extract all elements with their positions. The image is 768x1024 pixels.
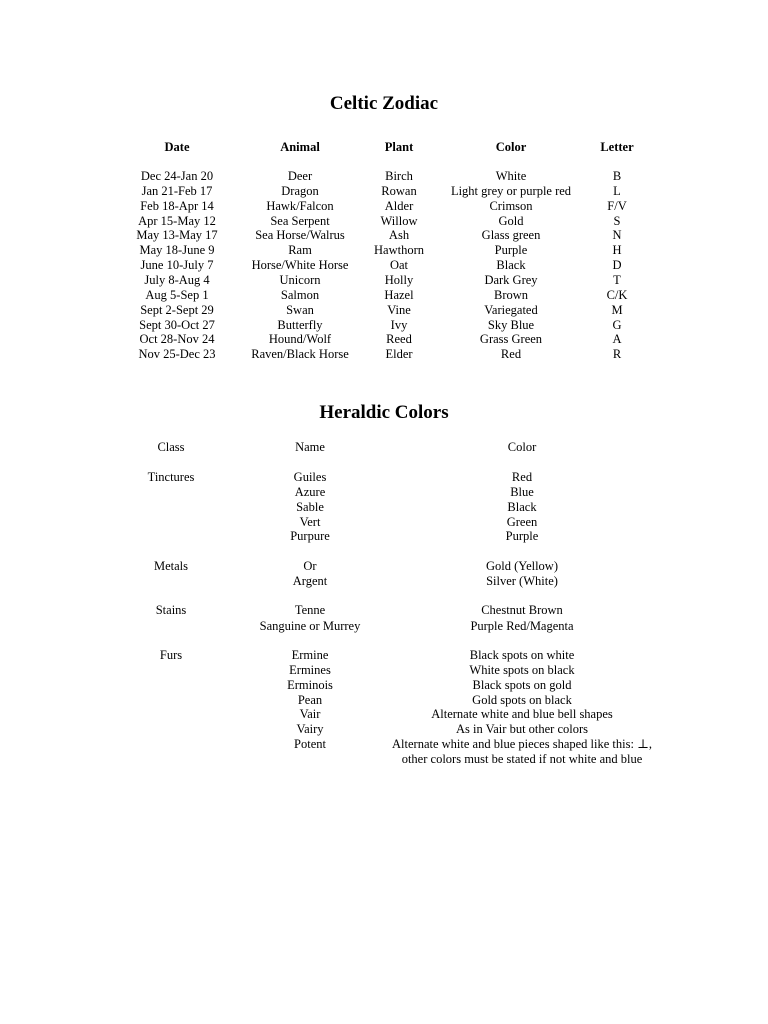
heraldic-name: Vairy: [296, 722, 324, 737]
zodiac-cell-date: Feb 18-Apr 14: [140, 198, 214, 213]
zodiac-cell-date: Dec 24-Jan 20: [140, 169, 214, 183]
zodiac-cell-date: May 18-June 9: [139, 243, 215, 258]
zodiac-cell-letter: C/K: [606, 287, 628, 302]
zodiac-cell-animal: Dragon: [281, 183, 319, 198]
heraldic-color: Red: [511, 470, 533, 484]
zodiac-cell-letter: G: [612, 317, 622, 332]
zodiac-cell-animal: Unicorn: [279, 272, 321, 287]
heraldic-class-stains: Stains: [155, 603, 187, 617]
heraldic-name: Tenne: [294, 603, 326, 617]
zodiac-cell-letter: T: [613, 272, 621, 287]
zodiac-cell-plant: Reed: [386, 332, 412, 347]
heraldic-name: Vair: [299, 707, 321, 722]
zodiac-cell-date: July 8-Aug 4: [144, 272, 210, 287]
heraldic-name: Potent: [294, 737, 326, 752]
zodiac-cell-letter: F/V: [607, 198, 627, 213]
heraldic-name: Sable: [296, 499, 324, 514]
heraldic-class-furs: Furs: [159, 648, 183, 662]
heraldic-color: Gold spots on black: [472, 692, 572, 707]
zodiac-cell-color: Purple: [494, 243, 528, 258]
zodiac-cell-plant: Oat: [389, 258, 409, 273]
heraldic-name: Argent: [292, 573, 328, 588]
heraldic-color: Alternate white and blue pieces shaped like this: ⊥,: [392, 737, 652, 752]
zodiac-row: [0, 347, 768, 362]
heraldic-color: Gold (Yellow): [486, 559, 558, 573]
zodiac-cell-color: Brown: [493, 287, 529, 302]
heraldic-color: Chestnut Brown: [481, 603, 563, 617]
heraldic-name: Or: [303, 559, 317, 573]
zodiac-row: [0, 273, 768, 288]
heraldic-color: Silver (White): [486, 573, 558, 588]
heraldic-name: Pean: [297, 692, 323, 707]
zodiac-row: [0, 169, 768, 184]
zodiac-cell-animal: Butterfly: [277, 317, 323, 332]
heraldic-name: Ermine: [291, 648, 329, 662]
heraldic-name: Purpure: [290, 529, 330, 544]
zodiac-cell-letter: L: [613, 183, 621, 198]
zodiac-cell-color: Gold: [498, 213, 524, 228]
zodiac-cell-plant: Birch: [385, 169, 413, 183]
zodiac-header-row: [0, 140, 768, 155]
zodiac-cell-date: Sept 2-Sept 29: [140, 302, 214, 317]
heraldic-name: Sanguine or Murrey: [259, 619, 361, 633]
zodiac-cell-animal: Sea Horse/Walrus: [255, 228, 345, 243]
heraldic-name: Ermines: [289, 662, 331, 677]
zodiac-cell-plant: Rowan: [381, 183, 417, 198]
zodiac-cell-letter: R: [612, 347, 622, 362]
zodiac-header-plant: Plant: [384, 140, 414, 154]
zodiac-header-animal: Animal: [280, 140, 320, 154]
zodiac-row: [0, 303, 768, 318]
zodiac-cell-color: Sky Blue: [487, 317, 535, 332]
zodiac-cell-color: Crimson: [489, 198, 533, 213]
zodiac-cell-color: White: [495, 169, 527, 183]
zodiac-cell-letter: S: [613, 213, 621, 228]
zodiac-cell-animal: Horse/White Horse: [251, 258, 349, 273]
zodiac-cell-animal: Sea Serpent: [270, 213, 330, 228]
zodiac-header-letter: Letter: [600, 140, 634, 154]
zodiac-header-color: Color: [495, 140, 527, 154]
zodiac-cell-plant: Ivy: [390, 317, 408, 332]
zodiac-row: [0, 199, 768, 214]
zodiac-cell-plant: Hawthorn: [374, 243, 424, 258]
heraldic-color: White spots on black: [469, 662, 575, 677]
heraldic-color: Purple: [505, 529, 539, 544]
zodiac-cell-plant: Willow: [380, 213, 418, 228]
zodiac-cell-date: Nov 25-Dec 23: [138, 347, 216, 362]
zodiac-cell-letter: H: [612, 243, 622, 258]
zodiac-cell-plant: Hazel: [384, 287, 414, 302]
zodiac-cell-animal: Hawk/Falcon: [266, 198, 334, 213]
heraldic-name: Guiles: [293, 470, 327, 484]
zodiac-cell-letter: N: [612, 228, 622, 243]
zodiac-cell-letter: B: [612, 169, 622, 183]
heraldic-color: Purple Red/Magenta: [470, 619, 574, 633]
celtic-zodiac-title: Celtic Zodiac: [329, 93, 439, 114]
zodiac-row: [0, 288, 768, 303]
heraldic-color: Green: [506, 514, 538, 529]
zodiac-row: [0, 318, 768, 333]
zodiac-cell-color: Black: [496, 258, 526, 273]
heraldic-color: As in Vair but other colors: [455, 722, 589, 737]
zodiac-cell-date: Aug 5-Sep 1: [145, 287, 209, 302]
heraldic-color: Blue: [510, 484, 534, 499]
zodiac-cell-date: Jan 21-Feb 17: [141, 183, 213, 198]
zodiac-cell-date: June 10-July 7: [140, 258, 214, 273]
zodiac-cell-letter: M: [611, 302, 623, 317]
zodiac-cell-color: Dark Grey: [484, 272, 538, 287]
heraldic-name: Vert: [299, 514, 321, 529]
zodiac-cell-animal: Deer: [287, 169, 313, 183]
zodiac-cell-color: Variegated: [484, 302, 538, 317]
zodiac-row: [0, 214, 768, 229]
heraldic-name: Azure: [294, 484, 326, 499]
heraldic-color-continued: other colors must be stated if not white and blue: [401, 752, 643, 767]
zodiac-cell-color: Red: [500, 347, 522, 362]
zodiac-cell-plant: Ash: [388, 228, 410, 243]
zodiac-row: [0, 332, 768, 347]
zodiac-cell-date: Apr 15-May 12: [138, 213, 216, 228]
zodiac-cell-animal: Raven/Black Horse: [251, 347, 349, 362]
heraldic-color: Alternate white and blue bell shapes: [431, 707, 613, 722]
zodiac-cell-date: May 13-May 17: [136, 228, 218, 243]
zodiac-cell-color: Light grey or purple red: [450, 183, 572, 198]
heraldic-name: Erminois: [287, 677, 333, 692]
zodiac-cell-date: Oct 28-Nov 24: [139, 332, 215, 347]
zodiac-cell-animal: Salmon: [280, 287, 320, 302]
heraldic-header-color: Color: [507, 440, 537, 454]
heraldic-header-name: Name: [295, 440, 325, 454]
zodiac-cell-letter: D: [612, 258, 622, 273]
zodiac-cell-animal: Hound/Wolf: [268, 332, 332, 347]
zodiac-header-date: Date: [164, 140, 190, 154]
heraldic-color: Black: [507, 499, 537, 514]
zodiac-row: [0, 243, 768, 258]
zodiac-cell-letter: A: [612, 332, 622, 347]
heraldic-colors-title: Heraldic Colors: [319, 402, 449, 423]
zodiac-cell-plant: Elder: [385, 347, 413, 362]
heraldic-header-class: Class: [157, 440, 185, 454]
zodiac-cell-plant: Vine: [387, 302, 411, 317]
heraldic-color: Black spots on white: [469, 648, 575, 662]
zodiac-row: [0, 184, 768, 199]
zodiac-cell-color: Grass Green: [479, 332, 543, 347]
zodiac-cell-plant: Alder: [384, 198, 414, 213]
heraldic-class-tinctures: Tinctures: [147, 470, 195, 484]
zodiac-cell-animal: Ram: [288, 243, 312, 258]
zodiac-row: [0, 228, 768, 243]
heraldic-color: Black spots on gold: [472, 677, 572, 692]
zodiac-row: [0, 258, 768, 273]
zodiac-cell-plant: Holly: [384, 272, 414, 287]
zodiac-cell-color: Glass green: [481, 228, 541, 243]
zodiac-cell-animal: Swan: [286, 302, 314, 317]
heraldic-class-metals: Metals: [153, 559, 189, 573]
zodiac-cell-date: Sept 30-Oct 27: [139, 317, 215, 332]
